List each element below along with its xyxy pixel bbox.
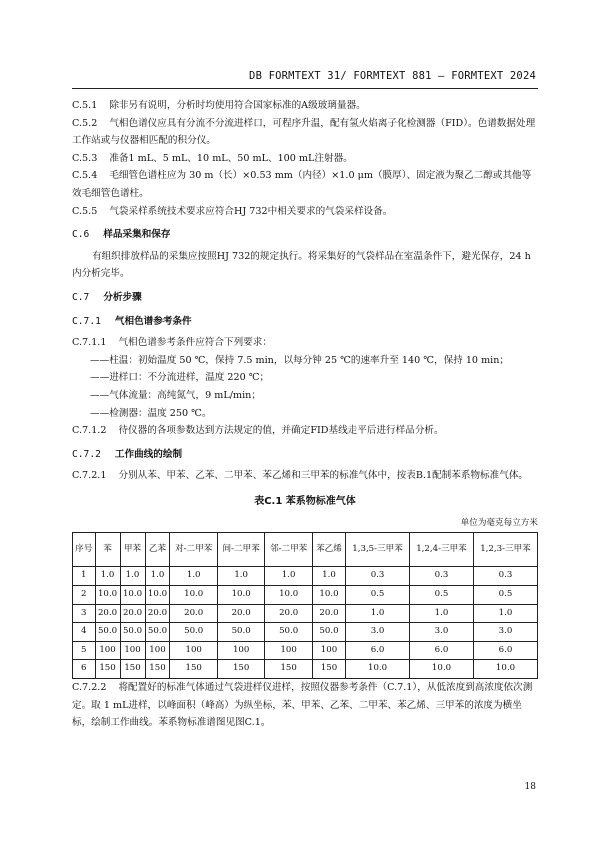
standard-gas-table [72, 532, 538, 679]
table-cell: 50.0 [170, 623, 217, 642]
table-cell: 6.0 [346, 641, 410, 660]
table-cell: 10.0 [145, 586, 170, 605]
table-cell: 0.3 [473, 567, 537, 586]
table-cell: 10.0 [473, 660, 537, 679]
clause-c54: C.5.4 毛细管色谱柱应为 30 m（长）×0.53 mm（内径）×1.0 μm（膜厚）、固定液为聚乙二醇或其他等效毛细管色谱柱。 [72, 170, 532, 199]
document-header: DB FORMTEXT 31/ FORMTEXT 881 — FORMTEXT 2024 [249, 70, 536, 82]
table-cell: 0.3 [410, 567, 474, 586]
table-row [73, 567, 538, 586]
table-cell: 1.0 [346, 604, 410, 623]
table-cell: 3.0 [410, 623, 474, 642]
table-header-cell: 苯乙烯 [312, 533, 345, 567]
table-cell: 150 [95, 660, 120, 679]
page-number: 18 [524, 782, 536, 792]
table-cell: 50.0 [265, 623, 312, 642]
table-cell: 20.0 [312, 604, 345, 623]
document-body [72, 97, 538, 732]
table-cell: 1.0 [170, 567, 217, 586]
table-cell: 150 [265, 660, 312, 679]
table-cell: 20.0 [145, 604, 170, 623]
table-cell: 50.0 [217, 623, 264, 642]
table-cell: 150 [145, 660, 170, 679]
table-body [73, 567, 538, 679]
table-header-cell: 1,2,3-三甲苯 [473, 533, 537, 567]
table-cell: 50.0 [145, 623, 170, 642]
table-cell: 3.0 [473, 623, 537, 642]
table-cell: 20.0 [265, 604, 312, 623]
paragraph-c6: 有组织排放样品的采集应按照HJ 732的规定执行。将采集好的气袋样品在室温条件下，避光保存，24 h内分析完毕。 [72, 250, 531, 280]
table-row [73, 586, 538, 605]
table-cell: 0.5 [346, 586, 410, 605]
table-header-cell: 对-二甲苯 [170, 533, 217, 567]
table-unit-note: 单位为毫克每立方米 [460, 518, 538, 529]
section-heading-c71: C.7.1 气相色谱参考条件 [72, 315, 192, 327]
table-cell: 150 [120, 660, 145, 679]
table-cell: 2 [73, 586, 96, 605]
table-cell: 100 [265, 641, 312, 660]
table-cell: 20.0 [217, 604, 264, 623]
table-cell: 1.0 [410, 604, 474, 623]
clause-c52: C.5.2 气相色谱仪应具有分流不分流进样口，可程序升温，配有氢火焰离子化检测器（FID）。色谱数据处理工作站或与仪器相匹配的积分仪。 [72, 117, 536, 147]
table-cell: 1.0 [265, 567, 312, 586]
table-cell: 0.5 [473, 586, 537, 605]
table-cell: 100 [95, 641, 120, 660]
table-cell: 1.0 [95, 567, 120, 586]
table-cell: 10.0 [217, 586, 264, 605]
table-cell: 50.0 [312, 623, 345, 642]
table-header-cell: 苯 [95, 533, 120, 567]
table-cell: 100 [120, 641, 145, 660]
table-cell: 20.0 [120, 604, 145, 623]
table-caption: 表C.1 苯系物标准气体 [254, 495, 356, 507]
condition-item-detector: ——检测器：温度 250 ℃。 [90, 407, 212, 419]
table-cell: 6.0 [410, 641, 474, 660]
table-cell: 10.0 [410, 660, 474, 679]
table-cell: 100 [217, 641, 264, 660]
table-cell: 5 [73, 641, 96, 660]
section-heading-c72: C.7.2 工作曲线的绘制 [72, 448, 183, 460]
table-header-cell: 乙苯 [145, 533, 170, 567]
table-cell: 20.0 [95, 604, 120, 623]
table-cell: 1.0 [312, 567, 345, 586]
table-cell: 100 [170, 641, 217, 660]
table-cell: 0.5 [410, 586, 474, 605]
section-heading-c6: C.6 样品采集和保存 [72, 229, 171, 241]
table-cell: 10.0 [346, 660, 410, 679]
table-cell: 10.0 [120, 586, 145, 605]
table-cell: 1.0 [145, 567, 170, 586]
table-cell: 3 [73, 604, 96, 623]
table-cell: 50.0 [95, 623, 120, 642]
clause-c55: C.5.5 气袋采样系统技术要求应符合HJ 732中相关要求的气袋采样设备。 [72, 205, 393, 217]
table-cell: 0.3 [346, 567, 410, 586]
table-cell: 6 [73, 660, 96, 679]
table-row [73, 641, 538, 660]
table-cell: 100 [312, 641, 345, 660]
table-cell: 10.0 [312, 586, 345, 605]
table-cell: 50.0 [120, 623, 145, 642]
table-header-cell: 邻-二甲苯 [265, 533, 312, 567]
condition-item-gas-flow: ——气体流量：高纯氮气，9 mL/min； [90, 389, 261, 401]
table-header-cell: 1,2,4-三甲苯 [410, 533, 474, 567]
table-cell: 100 [145, 641, 170, 660]
table-row [73, 604, 538, 623]
header-rule [72, 88, 538, 89]
table-cell: 3.0 [346, 623, 410, 642]
table-row [73, 623, 538, 642]
condition-item-inlet: ——进样口：不分流进样，温度 220 ℃； [90, 372, 270, 384]
section-heading-c7: C.7 分析步骤 [72, 291, 142, 303]
clause-c711: C.7.1.1 气相色谱参考条件应符合下列要求： [72, 337, 272, 349]
condition-item-column-temp: ——柱温：初始温度 50 ℃，保持 7.5 min，以每分钟 25 ℃的速率升至 140 ℃，保持 10 min； [90, 354, 510, 366]
table-cell: 20.0 [170, 604, 217, 623]
table-cell: 1.0 [473, 604, 537, 623]
clause-c722: C.7.2.2 将配置好的标准气体通过气袋进样仪进样，按照仪器参考条件（C.7.1），从低浓度到高浓度依次测定。取 1 mL进样，以峰面积（峰高）为纵坐标，苯、甲苯、乙苯、二甲苯、苯乙烯、三甲苯的浓度为横坐标，绘制工作曲线。苯系物标准谱图见图C.1。 [72, 682, 533, 729]
table-cell: 1 [73, 567, 96, 586]
clause-c53: C.5.3 准备1 mL、5 mL、10 mL、50 mL、100 mL注射器。 [72, 152, 353, 164]
table-header-row [73, 533, 538, 567]
table-cell: 10.0 [95, 586, 120, 605]
clause-c721: C.7.2.1 分别从苯、甲苯、乙苯、二甲苯、苯乙烯和三甲苯的标准气体中，按表B.1配制苯系物标准气体。 [72, 470, 529, 482]
table-cell: 1.0 [217, 567, 264, 586]
table-header-cell: 序号 [73, 533, 96, 567]
table-cell: 6.0 [473, 641, 537, 660]
table-row [73, 660, 538, 679]
table-header-cell: 1,3,5-三甲苯 [346, 533, 410, 567]
table-cell: 150 [312, 660, 345, 679]
table-cell: 150 [217, 660, 264, 679]
table-header-cell: 间-二甲苯 [217, 533, 264, 567]
table-cell: 10.0 [170, 586, 217, 605]
table-cell: 1.0 [120, 567, 145, 586]
clause-c712: C.7.1.2 待仪器的各项参数达到方法规定的值，并确定FID基线走平后进行样品分析。 [72, 425, 444, 437]
table-cell: 150 [170, 660, 217, 679]
clause-c51: C.5.1 除非另有说明，分析时均使用符合国家标准的A级玻璃量器。 [72, 100, 366, 111]
table-header-cell: 甲苯 [120, 533, 145, 567]
table-cell: 10.0 [265, 586, 312, 605]
table-cell: 4 [73, 623, 96, 642]
